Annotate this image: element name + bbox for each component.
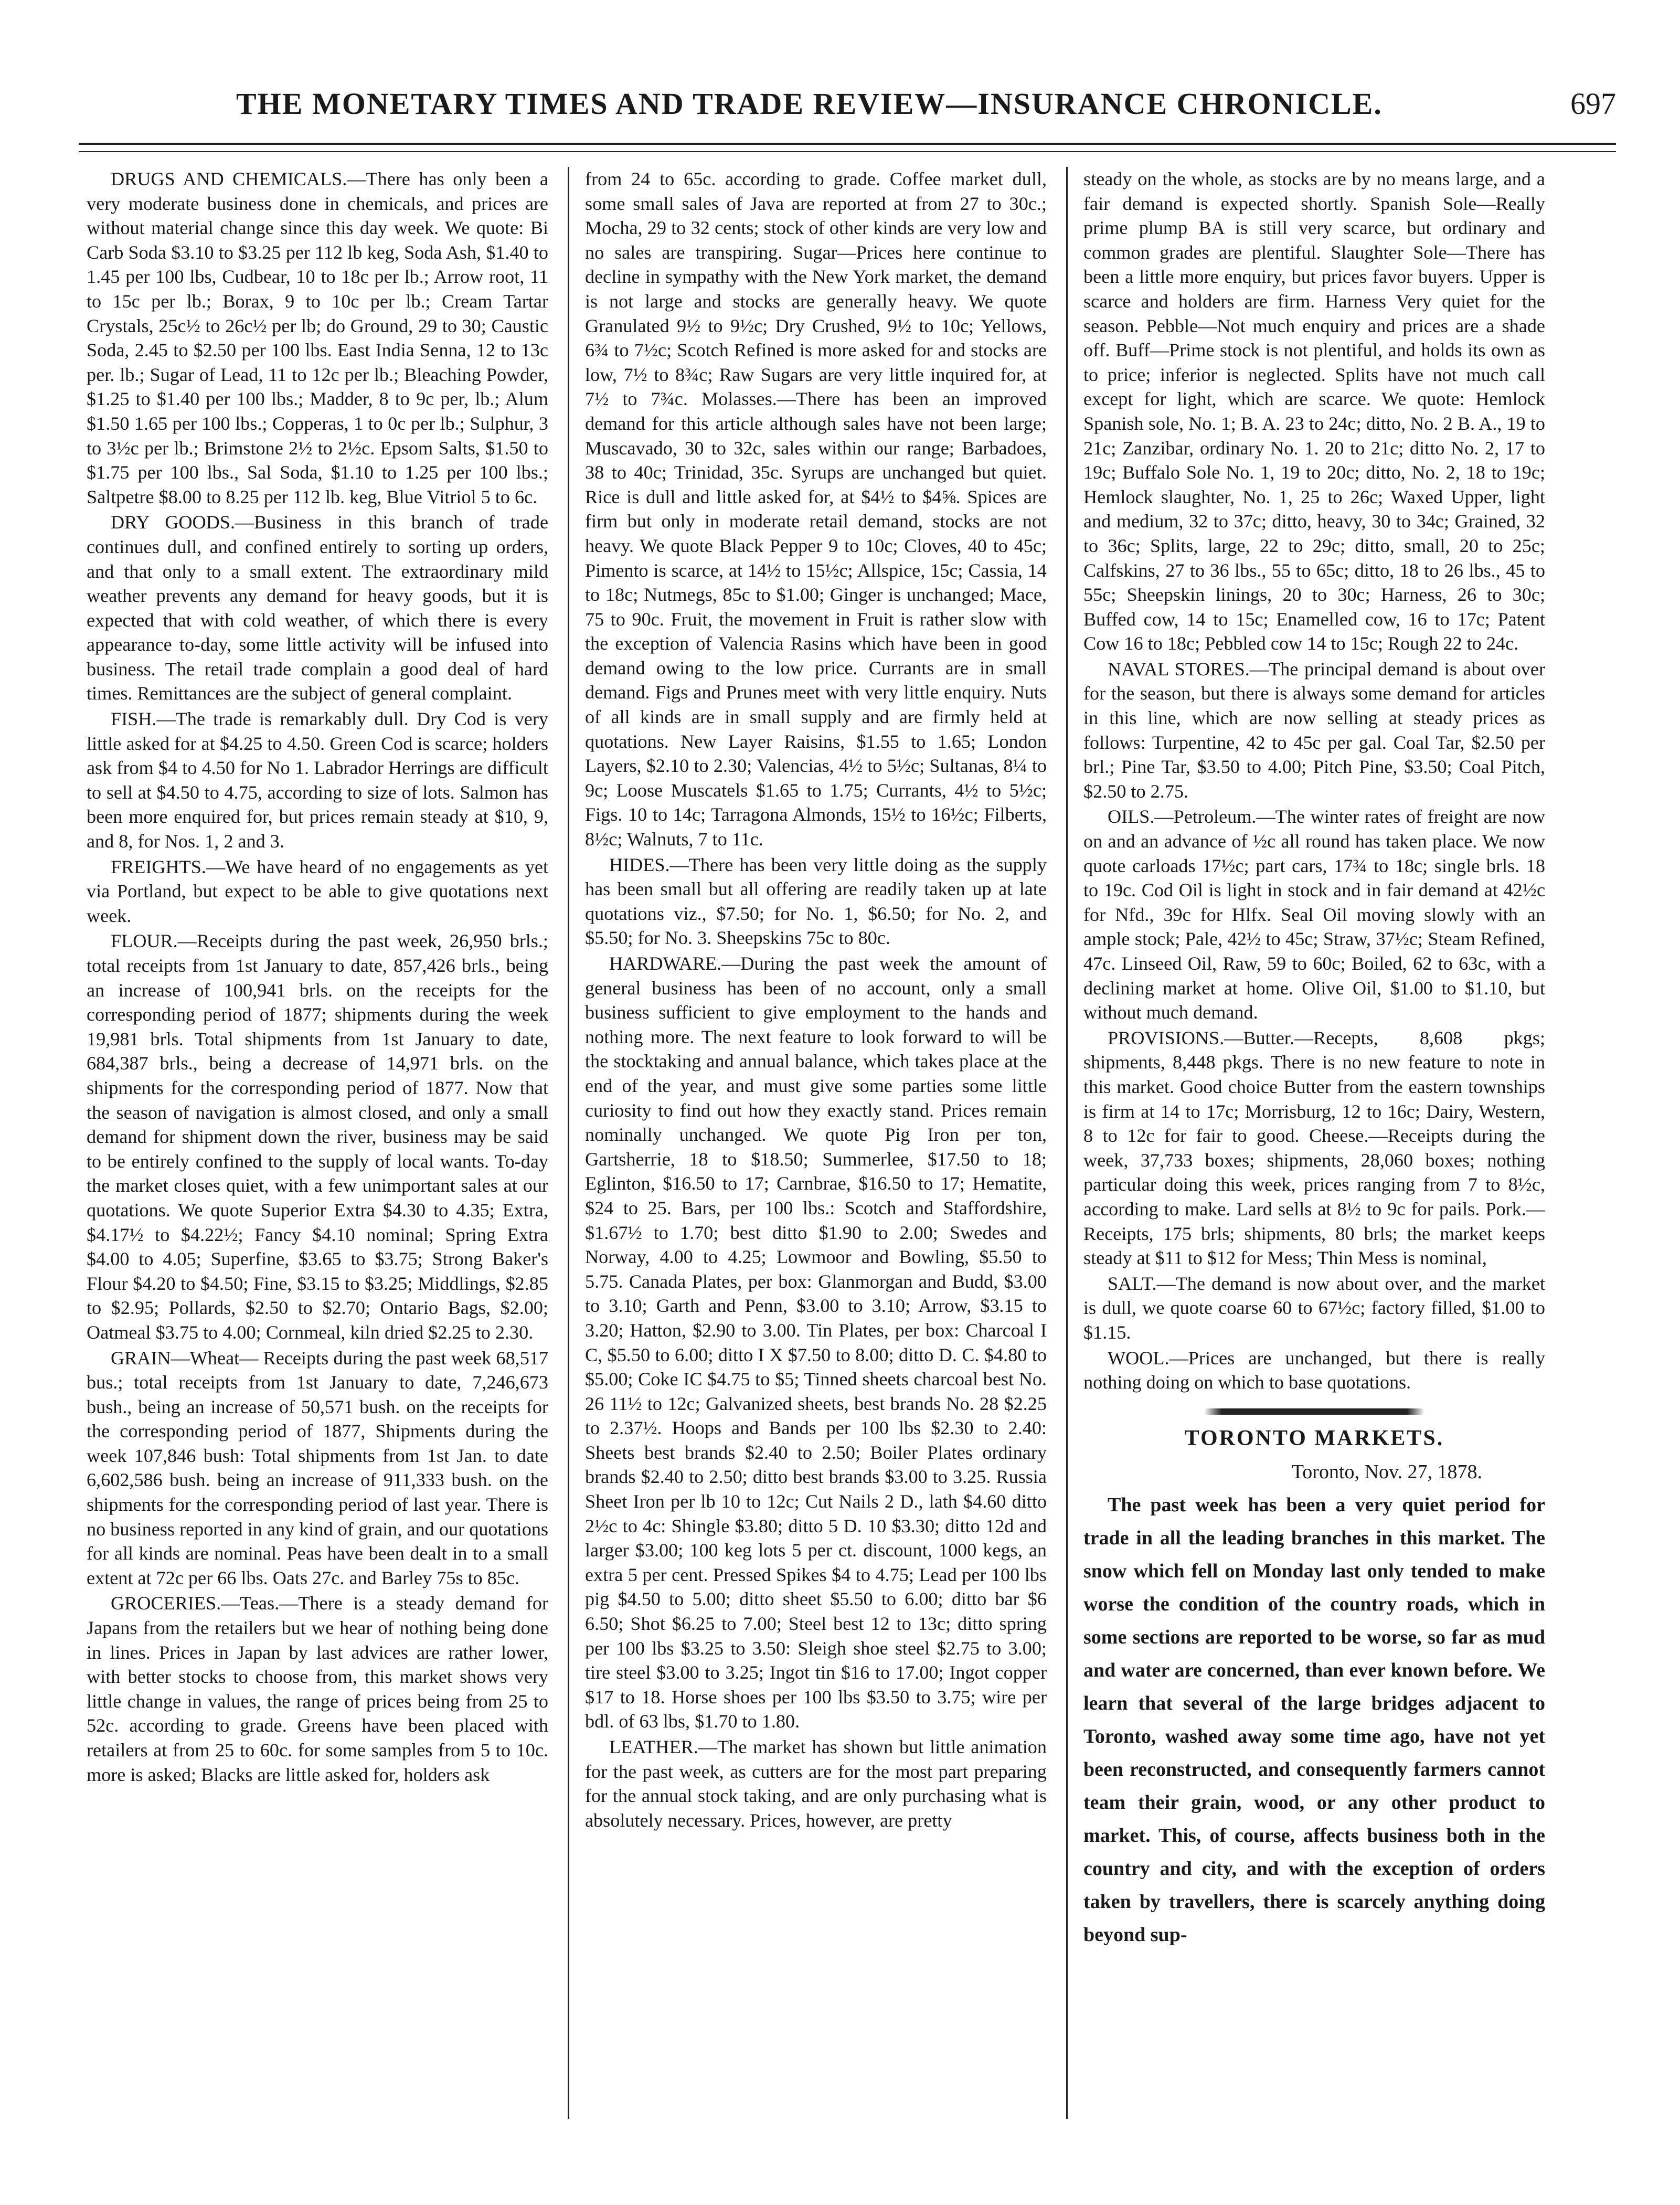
column-divider [1066, 167, 1068, 2119]
paragraph-groceries-continued: from 24 to 65c. according to grade. Coffee market dull, some small sales of Java are reported at from 27 to 30c.; Mocha, 29 to 32 cents; stock of other kinds are very low and no sales are transpiring. Sugar—Prices here continue to decline in sympathy with the New York market, the demand is not large and stocks are generally heavy. We quote Granulated 9½ to 9½c; Dry Crushed, 9½ to 10c; Yellows, 6¾ to 7½c; Scotch Refined is more asked for and stocks are low, 7½ to 8¾c; Raw Sugars are very little inquired for, at 7½ to 7¾c. Molasses.—There has been an improved demand for this article although sales have not been large; Muscavado, 30 to 32c, sales within our range; Barbadoes, 38 to 40c; Trinidad, 35c. Syrups are unchanged but quiet. Rice is dull and little asked for, at $4½ to $4⅝. Spices are firm but only in moderate retail demand, stocks are not heavy. We quote Black Pepper 9 to 10c; Cloves, 40 to 45c; Pimento is scarce, at 14½ to 15½c; Allspice, 15c; Cassia, 14 to 18c; Nutmegs, 85c to $1.00; Ginger is unchanged; Mace, 75 to 90c. Fruit, the movement in Fruit is rather slow with the exception of Valencia Rasins which have been in good demand owing to the low price. Currants are in small demand. Figs and Prunes meet with very little enquiry. Nuts of all kinds are in small supply and are firmly held at quotations. New Layer Raisins, $1.55 to 1.65; London Layers, $2.10 to 2.30; Valencias, 4½ to 5½c; Sultanas, 8¼ to 9c; Loose Muscatels $1.65 to 1.75; Currants, 4½ to 5½c; Figs. 10 to 14c; Tarragona Almonds, 15½ to 16½c; Filberts, 8½c; Walnuts, 7 to 11c. [585, 168, 1047, 850]
column-2 [585, 167, 1047, 2140]
section-ornament-rule [1204, 1408, 1424, 1415]
paragraph-freights: FREIGHTS.—We have heard of no engagements as yet via Portland, but expect to be able to give quotations next week. [87, 856, 548, 926]
column-1 [87, 167, 548, 2140]
paragraph-groceries: GROCERIES.—Teas.—There is a steady demand for Japans from the retailers but we hear of nothing being done in lines. Prices in Japan by last advices are rather lower, with better stocks to choose from, this market shows very little change in values, the range of prices being from 25 to 52c. according to grade. Greens have been placed with retailers at from 25 to 60c. for some samples from 5 to 10c. more is asked; Blacks are little asked for, holders ask [87, 1593, 548, 1785]
paragraph-wool: WOOL.—Prices are unchanged, but there is really nothing doing on which to base quotations. [1083, 1347, 1545, 1393]
paragraph-leather-continued: steady on the whole, as stocks are by no means large, and a fair demand is expected shortly. Spanish Sole—Really prime plump BA is still very scarce, but ordinary and common grades are plentiful. Slaughter Sole—There has been a little more enquiry, but prices favor buyers. Upper is scarce and holders are firm. Harness Very quiet for the season. Pebble—Not much enquiry and prices are a shade off. Buff—Prime stock is not plentiful, and holds its own as to price; inferior is neglected. Splits have not much call except for light, which are scarce. We quote: Hemlock Spanish sole, No. 1; B. A. 23 to 24c; ditto, No. 2 B. A., 19 to 21c; Zanzibar, ordinary No. 1. 20 to 21c; ditto No. 2, 17 to 19c; Buffalo Sole No. 1, 19 to 20c; ditto, No. 2, 18 to 19c; Hemlock slaughter, No. 1, 25 to 26c; Waxed Upper, light and medium, 32 to 37c; ditto, heavy, 30 to 34c; Grained, 32 to 36c; Splits, large, 22 to 29c; ditto, small, 20 to 25c; Calfskins, 27 to 36 lbs., 55 to 65c; ditto, 18 to 26 lbs., 45 to 55c; Sheepskin linings, 20 to 30c; Harness, 26 to 30c; Buffed cow, 14 to 15c; Enamelled cow, 16 to 17c; Patent Cow 16 to 18c; Pebbled cow 14 to 15c; Rough 22 to 24c. [1083, 168, 1545, 654]
paragraph-provisions: PROVISIONS.—Butter.—Recepts, 8,608 pkgs; shipments, 8,448 pkgs. There is no new feature to note in this market. Good choice Butter from the eastern townships is firm at 14 to 17c; Morrisburg, 12 to 16c; Dairy, Western, 8 to 12c for fair to good. Cheese.—Receipts during the week, 37,733 boxes; shipments, 28,060 boxes; nothing particular doing this week, prices ranging from 7 to 8½c, according to make. Lard sells at 8½ to 9c for pails. Pork.—Receipts, 175 brls; shipments, 80 brls; the market keeps steady at $11 to $12 for Mess; Thin Mess is nominal, [1083, 1027, 1545, 1269]
running-title: THE MONETARY TIMES AND TRADE REVIEW—INSURANCE CHRONICLE. [236, 87, 1383, 121]
paragraph-grain: GRAIN—Wheat— Receipts during the past week 68,517 bus.; total receipts from 1st January to date, 7,246,673 bush., being an increase of 50,571 bush. on the receipts for the corresponding period of 1877, Shipments during the week 107,846 bush: Total shipments from 1st Jan. to date 6,602,586 bush. being an increase of 911,333 bush. on the shipments for the corresponding period of last year. There is no business reported in any kind of grain, and our quotations for all kinds are nominal. Peas have been dealt in to a small extent at 72c per 66 lbs. Oats 27c. and Barley 75s to 85c. [87, 1347, 548, 1588]
page-number: 697 [1570, 87, 1616, 121]
paragraph-naval-stores: NAVAL STORES.—The principal demand is about over for the season, but there is always some demand for articles in this line, which are now selling at steady prices as follows: Turpentine, 42 to 45c per gal. Coal Tar, $2.50 per brl.; Pine Tar, $3.50 to 4.00; Pitch Pine, $3.50; Coal Pitch, $2.50 to 2.75. [1083, 658, 1545, 802]
column-divider [568, 167, 569, 2119]
paragraph-dry-goods: DRY GOODS.—Business in this branch of trade continues dull, and confined entirely to sorting up orders, and that only to a small extent. The extraordinary mild weather prevents any demand for heavy goods, but it is expected that with cold weather, of which there is every appearance to-day, some little activity will be infused into business. The retail trade complain a good deal of hard times. Remittances are the subject of general complaint. [87, 512, 548, 704]
paragraph-flour: FLOUR.—Receipts during the past week, 26,950 brls.; total receipts from 1st January to date, 857,426 brls., being an increase of 100,941 brls. on the receipts for the corresponding period of 1877; shipments during the week 19,981 brls. Total shipments from 1st January to date, 684,387 brls., being a decrease of 14,971 brls. on the shipments for the corresponding period of 1877. Now that the season of navigation is almost closed, and only a small demand for shipment down the river, business may be said to be entirely confined to the supply of local wants. To-day the market closes quiet, with a few unimportant sales at our quotations. We quote Superior Extra $4.30 to 4.35; Extra, $4.17½ to $4.22½; Fancy $4.10 nominal; Spring Extra $4.00 to 4.05; Superfine, $3.65 to $3.75; Strong Baker's Flour $4.20 to $4.50; Fine, $3.15 to $3.25; Middlings, $2.85 to $2.95; Pollards, $2.50 to $2.70; Ontario Bags, $2.00; Oatmeal $3.75 to 4.00; Cornmeal, kiln dried $2.25 to 2.30. [87, 930, 548, 1343]
paragraph-hardware: HARDWARE.—During the past week the amount of general business has been of no account, only a small business sufficient to give employment to the hands and nothing more. The next feature to look forward to will be the stocktaking and annual balance, which takes place at the end of the year, and must give some parties some little curiosity to find out how they exactly stand. Prices remain nominally unchanged. We quote Pig Iron per ton, Gartsherrie, 18 to $18.50; Summerlee, $17.50 to 18; Eglinton, $16.50 to 17; Carnbrae, $16.50 to 17; Hematite, $24 to 25. Bars, per 100 lbs.: Scotch and Staffordshire, $1.67½ to 1.70; best ditto $1.90 to 2.00; Swedes and Norway, 4.00 to 4.25; Lowmoor and Bowling, $5.50 to 5.75. Canada Plates, per box: Glanmorgan and Budd, $3.00 to 3.10; Garth and Penn, $3.00 to 3.10; Arrow, $3.15 to 3.20; Hatton, $2.90 to 3.00. Tin Plates, per box: Charcoal I C, $5.50 to 6.00; ditto I X $7.50 to 8.00; ditto D. C. $4.80 to $5.00; Coke IC $4.75 to $5; Tinned sheets charcoal best No. 26 11½ to 12c; Galvanized sheets, best brands No. 28 $2.25 to 2.37½. Hoops and Bands per 100 lbs $2.30 to 2.40: Sheets best brands $2.40 to 2.50; Boiler Plates ordinary brands $2.40 to 2.50; ditto best brands $3.00 to 3.25. Russia Sheet Iron per lb 10 to 12c; Cut Nails 2 D., lath $4.60 ditto 2½c to 4c: Shingle $3.80; ditto 5 D. 10 $3.30; ditto 12d and larger $3.00; 100 keg lots 5 per ct. discount, 1000 kegs, an extra 5 per cent. Pressed Spikes $4 to 4.75; Lead per 100 lbs pig $4.50 to 5.00; ditto sheet $5.50 to 6.00; ditto bar $6 6.50; Shot $6.25 to 7.00; Steel best 12 to 13c; ditto spring per 100 lbs $3.25 to 3.50: Sleigh shoe steel $2.75 to 3.00; tire steel $3.00 to 3.25; Ingot tin $16 to 17.00; Ingot copper $17 to 18. Horse shoes per 100 lbs $3.50 to 3.75; wire per bdl. of 63 lbs, $1.70 to 1.80. [585, 953, 1047, 1732]
paragraph-oils: OILS.—Petroleum.—The winter rates of freight are now on and an advance of ½c all round has taken place. We now quote carloads 17½c; part cars, 17¾ to 18c; single brls. 18 to 19c. Cod Oil is light in stock and in fair demand at 42½c for Nfd., 39c for Hlfx. Seal Oil moving slowly with an ample stock; Pale, 42½ to 45c; Straw, 37½c; Steam Refined, 47c. Linseed Oil, Raw, 59 to 60c; Boiled, 62 to 63c, with a declining market at home. Olive Oil, $1.00 to $1.10, but without much demand. [1083, 806, 1545, 1023]
paragraph-toronto-markets: The past week has been a very quiet period for trade in all the leading branches in this market. The snow which fell on Monday last only tended to make worse the condition of the country roads, which in some sections are reported to be worse, so far as mud and water are concerned, than ever known before. We learn that several of the large bridges adjacent to Toronto, washed away some time ago, have not yet been reconstructed, and consequently farmers cannot team their grain, wood, or any other product to market. This, of course, affects business both in the country and city, and with the exception of orders taken by travellers, there is scarcely anything doing beyond sup- [1083, 1493, 1545, 1946]
paragraph-hides: HIDES.—There has been very little doing as the supply has been small but all offering are readily taken up at late quotations viz., $7.50; for No. 1, $6.50; for No. 2, and $5.50; for No. 3. Sheepskins 75c to 80c. [585, 854, 1047, 949]
paragraph-leather: LEATHER.—The market has shown but little animation for the past week, as cutters are for the most part preparing for the annual stock taking, and are only purchasing what is absolutely necessary. Prices, however, are pretty [585, 1736, 1047, 1831]
paragraph-fish: FISH.—The trade is remarkably dull. Dry Cod is very little asked for at $4.25 to 4.50. Green Cod is scarce; holders ask from $4 to 4.50 for No 1. Labrador Herrings are difficult to sell at $4.50 to 4.75, according to size of lots. Salmon has been more enquired for, but prices remain steady at $10, 9, and 8, for Nos. 1, 2 and 3. [87, 708, 548, 852]
column-3 [1083, 167, 1545, 2140]
page-header [79, 79, 1616, 136]
header-rule [79, 143, 1616, 145]
header-rule-thin [79, 151, 1616, 152]
paragraph-salt: SALT.—The demand is now about over, and the market is dull, we quote coarse 60 to 67½c; factory filled, $1.00 to $1.15. [1083, 1273, 1545, 1343]
paragraph-drugs-and-chemicals: DRUGS AND CHEMICALS.—There has only been a very moderate business done in chemicals, and prices are without material change since this day week. We quote: Bi Carb Soda $3.10 to $3.25 per 112 lb keg, Soda Ash, $1.40 to 1.45 per 100 lbs, Cudbear, 10 to 18c per lb.; Arrow root, 11 to 15c per lb.; Borax, 9 to 10c per lb.; Cream Tartar Crystals, 25c½ to 26c½ per lb; do Ground, 29 to 30; Caustic Soda, 2.45 to $2.50 per 100 lbs. East India Senna, 12 to 13c per. lb.; Sugar of Lead, 11 to 12c per lb.; Bleaching Powder, $1.25 to $1.40 per 100 lbs.; Madder, 8 to 9c per, lb.; Alum $1.50 1.65 per 100 lbs.; Copperas, 1 to 0c per lb.; Sulphur, 3 to 3½c per lb.; Brimstone 2½ to 2½c. Epsom Salts, $1.50 to $1.75 per 100 lbs., Sal Soda, $1.10 to 1.25 per 100 lbs.; Saltpetre $8.00 to 8.25 per 112 lb. keg, Blue Vitriol 5 to 6c. [87, 168, 548, 507]
section-heading-toronto-markets: TORONTO MARKETS. [1184, 1426, 1444, 1450]
dateline: Toronto, Nov. 27, 1878. [1291, 1461, 1482, 1483]
